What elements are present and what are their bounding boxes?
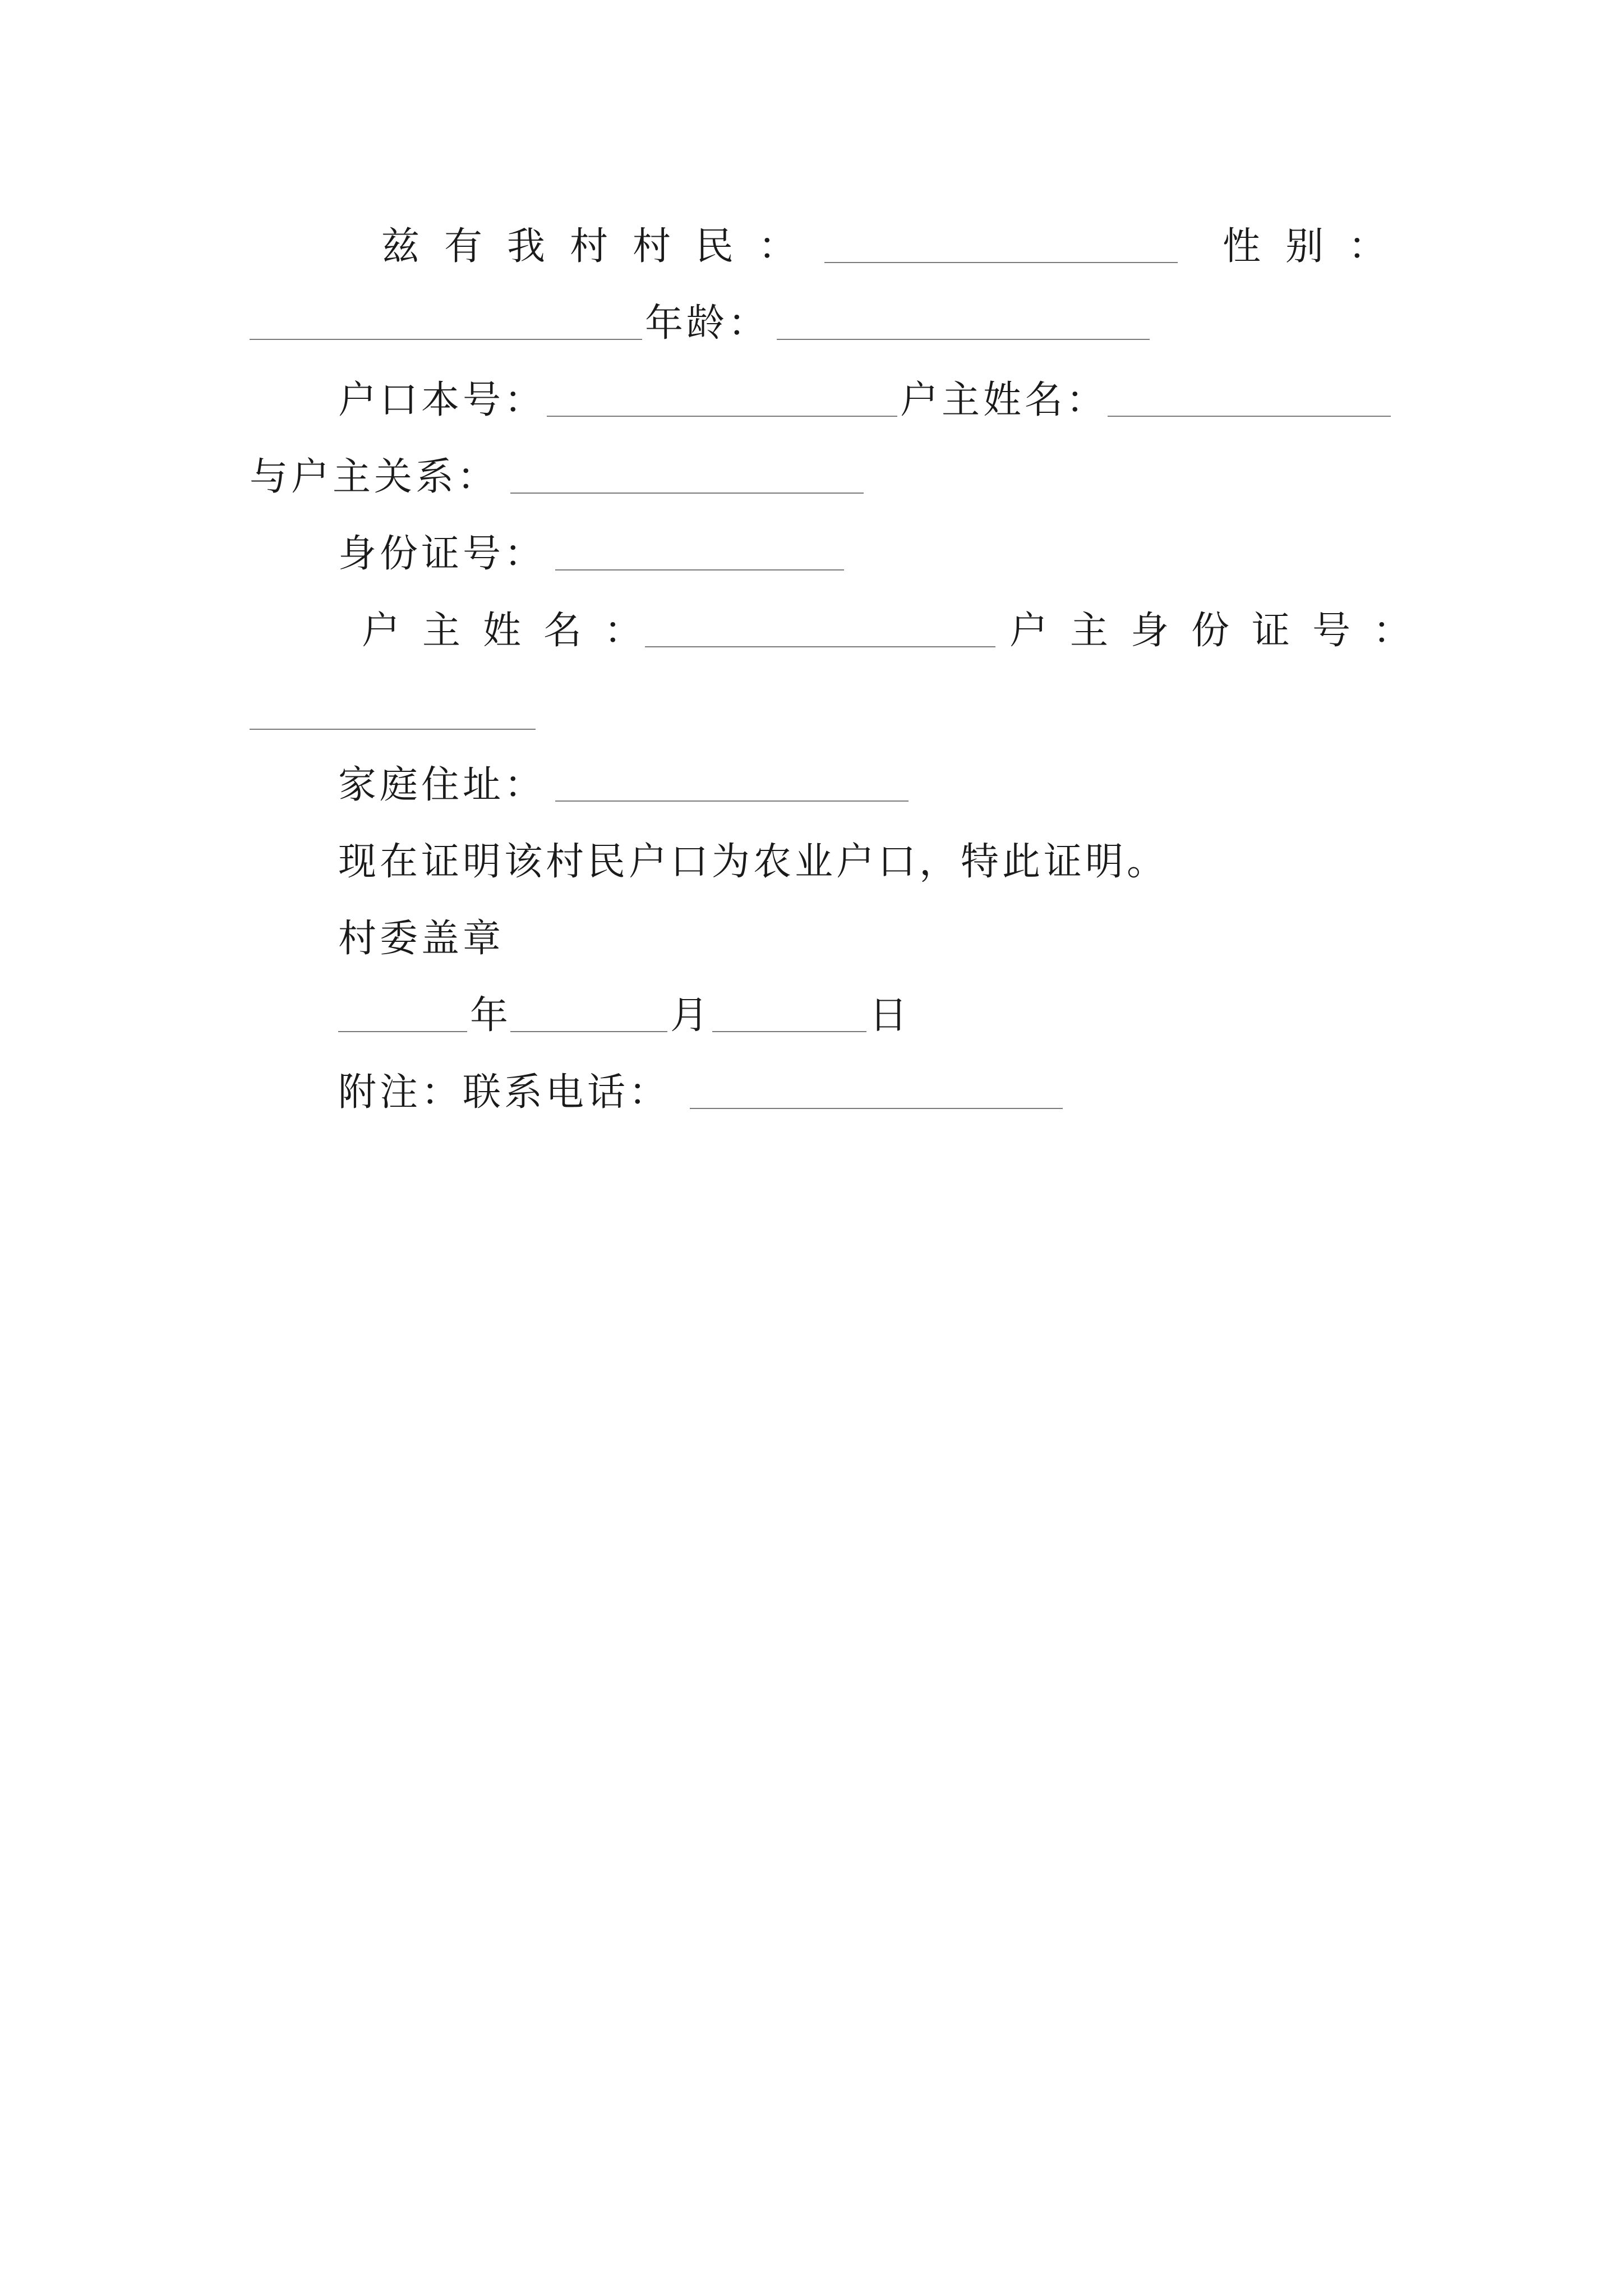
householder-name-blank-2[interactable] [645,646,995,647]
year-blank[interactable] [338,1031,467,1032]
address-label: 家庭住址： [338,763,546,807]
householder-name-blank[interactable] [1108,416,1391,417]
address-blank[interactable] [555,800,909,802]
line-gender-age [0,293,1623,355]
seal-text: 村委盖章 [338,917,505,961]
line-villager [0,216,1623,278]
statement-text: 现在证明该村民户口为农业户口，特此证明。 [338,840,1169,884]
month-label: 月 [670,993,712,1038]
id-blank[interactable] [555,569,844,570]
householder-id-label: 户主身份证号： [1009,609,1434,653]
householder-name-label: 户主姓名： [900,378,1108,422]
line-id [0,523,1623,585]
phone-blank[interactable] [690,1108,1063,1109]
line-note [0,1062,1623,1124]
line-seal [0,908,1623,970]
line-householder-id-blank [0,683,1623,744]
villager-label: 兹有我村村民： [381,224,822,269]
householder-name-label-2: 户主姓名： [362,609,665,653]
line-hukou [0,370,1623,431]
gender-label: 性别： [1223,224,1412,269]
month-blank[interactable] [510,1031,667,1032]
day-blank[interactable] [712,1031,866,1032]
relation-blank[interactable] [510,493,864,494]
note-label: 附注：联系电话： [338,1070,671,1115]
age-label: 年龄： [645,301,770,346]
hukou-blank[interactable] [547,416,897,417]
day-label: 日 [869,993,911,1038]
hukou-label: 户口本号： [338,378,546,422]
age-blank[interactable] [777,339,1150,340]
householder-id-blank[interactable] [250,729,536,730]
id-label: 身份证号： [338,532,546,576]
year-label: 年 [470,993,512,1038]
line-statement [0,831,1623,893]
line-address [0,754,1623,816]
line-householder [0,600,1623,662]
villager-name-blank[interactable] [824,262,1178,263]
gender-blank[interactable] [250,339,642,340]
relation-label: 与户主关系： [250,455,499,499]
line-relation [0,447,1623,508]
line-date [0,985,1623,1047]
